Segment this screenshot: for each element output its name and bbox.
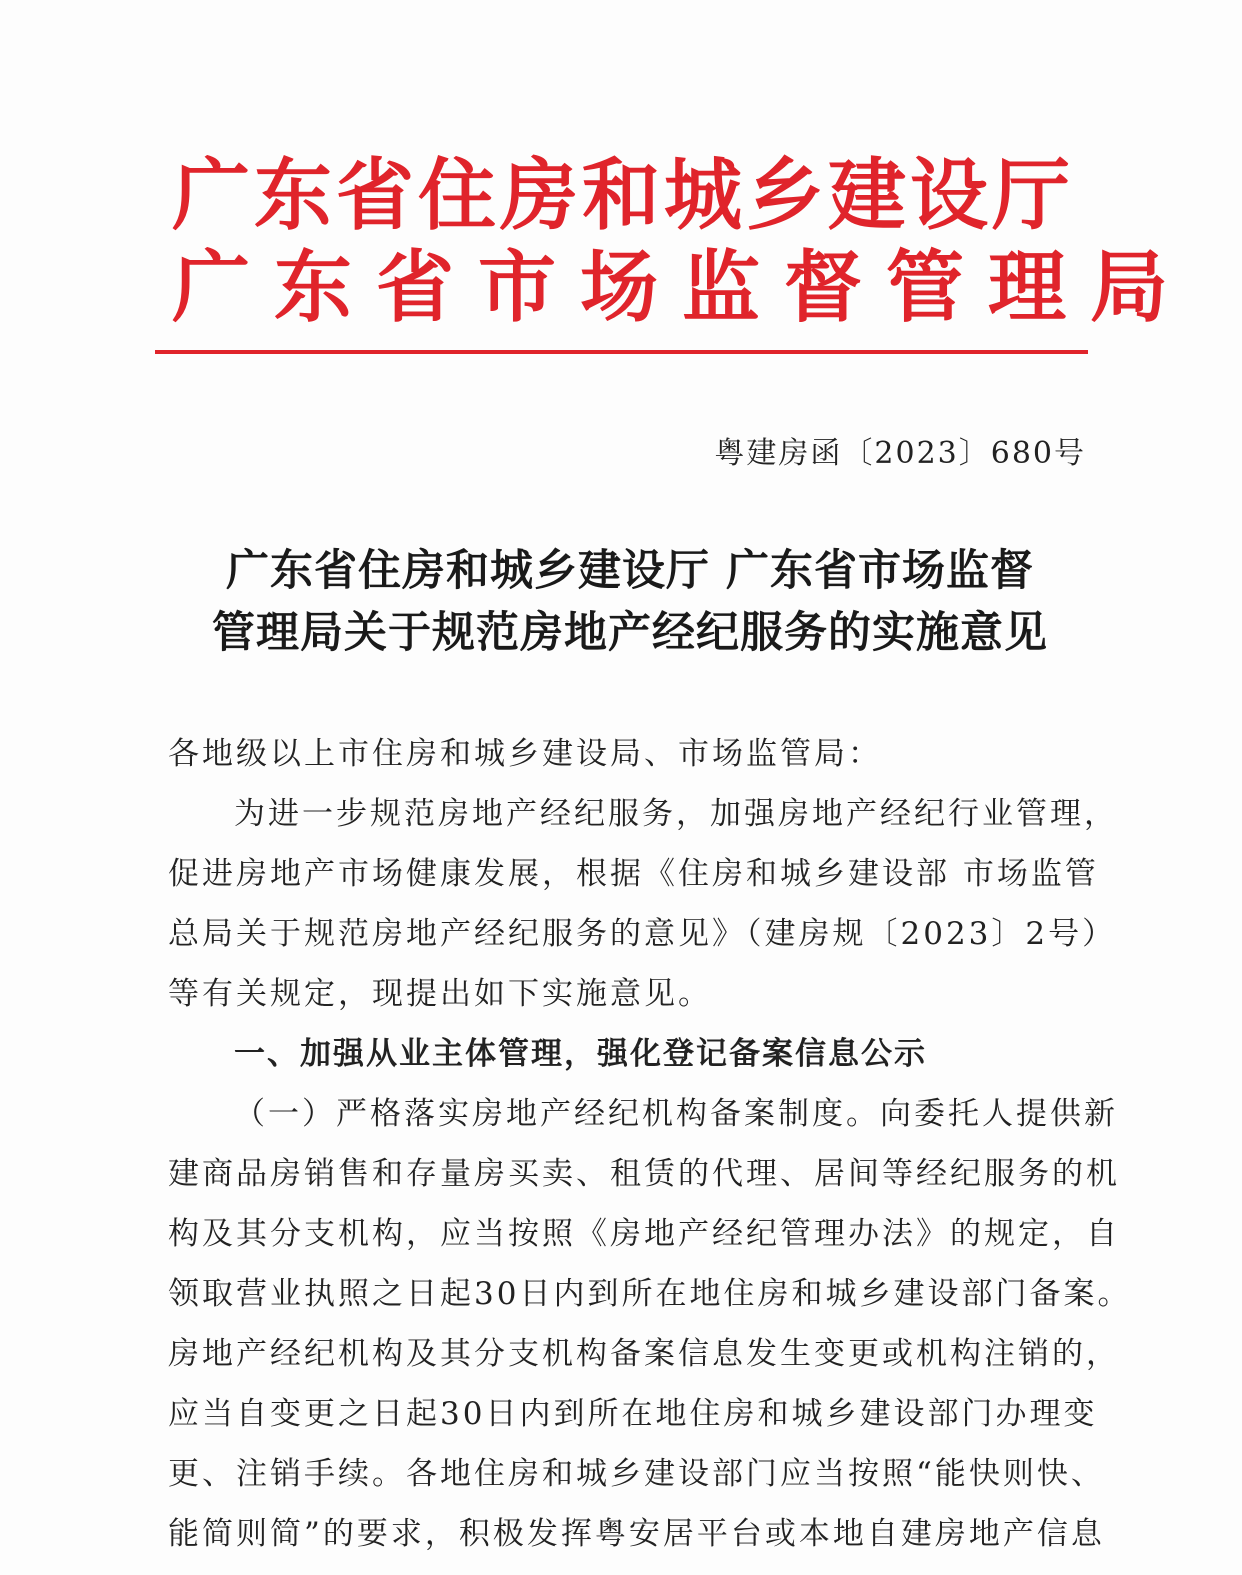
section-1-1-paragraph <box>168 1084 1132 1564</box>
section-1-heading: 一、加强从业主体管理，强化登记备案信息公示 <box>234 1036 927 1072</box>
section-1-1-line-3: 构及其分支机构，应当按照《房地产经纪管理办法》的规定，自 <box>168 1216 1120 1252</box>
section-1-1-line-4: 领取营业执照之日起30日内到所在地住房和城乡建设部门备案。 <box>168 1276 1132 1312</box>
section-1-1-line-6: 应当自变更之日起30日内到所在地住房和城乡建设部门办理变 <box>168 1396 1098 1432</box>
document-title-line-2: 管理局关于规范房地产经纪服务的实施意见 <box>212 608 1048 658</box>
letterhead-agency-1 <box>150 150 1090 242</box>
letterhead <box>150 150 1193 334</box>
intro-line-1: 为进一步规范房地产经纪服务，加强房地产经纪行业管理， <box>234 796 1118 832</box>
document-number: 粤建房函〔2023〕680号 <box>714 436 1086 471</box>
section-1-1-line-7: 更、注销手续。各地住房和城乡建设部门应当按照“能快则快、 <box>168 1456 1105 1492</box>
intro-paragraph <box>168 784 1118 1024</box>
letterhead-agency-1-text: 广东省住房和城乡建设厅 <box>172 151 1075 241</box>
intro-line-4: 等有关规定，现提出如下实施意见。 <box>168 976 712 1012</box>
section-1-1-line-1: （一）严格落实房地产经纪机构备案制度。向委托人提供新 <box>234 1096 1118 1132</box>
document-body <box>168 724 1132 1564</box>
section-1-1-line-8: 能简则简”的要求，积极发挥粤安居平台或本地自建房地产信息 <box>168 1516 1105 1552</box>
document-title <box>150 540 1110 664</box>
letterhead-agency-2 <box>150 242 1193 334</box>
section-1-1-line-5: 房地产经纪机构及其分支机构备案信息发生变更或机构注销的， <box>168 1336 1120 1372</box>
intro-line-3: 总局关于规范房地产经纪服务的意见》（建房规〔2023〕2号） <box>168 916 1117 952</box>
document-title-line-1: 广东省住房和城乡建设厅 广东省市场监督 <box>226 546 1034 596</box>
section-1-1-line-2: 建商品房销售和存量房买卖、租赁的代理、居间等经纪服务的机 <box>168 1156 1120 1192</box>
letterhead-agency-2-text: 广东省市场监督管理局 <box>172 243 1193 333</box>
salutation: 各地级以上市住房和城乡建设局、市场监管局： <box>168 736 882 772</box>
intro-line-2: 促进房地产市场健康发展，根据《住房和城乡建设部 市场监管 <box>168 856 1099 892</box>
letterhead-red-rule <box>155 350 1088 354</box>
